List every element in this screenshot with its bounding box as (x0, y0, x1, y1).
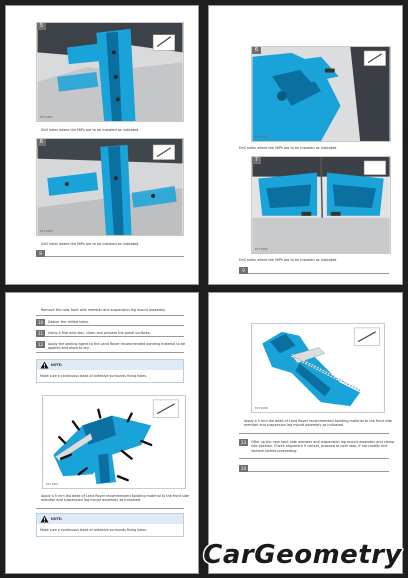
figure-6-caption: Drill holes where the MIPs are to be installed as indicated. (41, 242, 140, 246)
step-number: 12 (37, 342, 44, 347)
step-8 (36, 250, 184, 257)
intro-text: Remove the new front side member and suspension leg mount assembly. (41, 308, 166, 312)
divider (36, 508, 184, 509)
figure-number: 5 (37, 23, 46, 30)
figure-code: E271083 (40, 115, 53, 119)
figure-6b (251, 46, 391, 142)
step-12 (36, 341, 184, 353)
figure-7 (251, 156, 391, 254)
warning-triangle-icon (40, 515, 49, 523)
step-14 (239, 465, 389, 472)
note-box-1 (36, 359, 184, 383)
figure-number: 6 (37, 139, 46, 146)
note-box-2 (36, 513, 184, 537)
figure-assembly-caption: Apply a 5 mm dia bead of Land Rover recommended bonding material to the front side member and suspension leg mount assembly as indicated. (244, 419, 392, 428)
figure-number: 6 (252, 47, 261, 54)
figure-code: E271087 (46, 482, 59, 486)
figure-assembly (251, 323, 385, 413)
step-number: 11 (37, 331, 44, 336)
figure-5 (36, 22, 184, 122)
step-text: Deburr the drilled holes. (48, 320, 90, 324)
warning-triangle-icon (40, 361, 49, 369)
step-9 (239, 267, 389, 274)
figure-code: E271084 (40, 229, 53, 233)
manual-page-1 (5, 5, 199, 285)
figure-bonding-caption: Apply a 5 mm dia bead of Land Rover recommended bonding material to the front side member and suspension leg mount assembly as indicated. (41, 494, 189, 503)
step-number: 9 (239, 267, 248, 274)
figure-6-illustration (37, 139, 183, 235)
step-11 (36, 330, 184, 337)
figure-6b-illustration (252, 47, 390, 141)
note-header (37, 514, 183, 524)
figure-7-illustration (252, 157, 390, 253)
step-10 (36, 319, 184, 326)
note-label: NOTE: (51, 517, 63, 521)
manual-page-2 (208, 5, 403, 285)
note-text: Make sure a continuous bead of adhesive surrounds fixing holes. (40, 374, 147, 378)
figure-7-caption: Drill holes where the MIPs are to be installed as indicated. (239, 258, 338, 262)
step-text: Using a fine wire disc, clean and prepare the panel surfaces. (48, 331, 151, 335)
figure-6b-caption: Drill holes where the MIPs are to be installed as indicated. (239, 146, 338, 150)
step-number: 14 (240, 466, 247, 471)
watermark-logo: CarGeometry (203, 540, 402, 570)
note-label: NOTE: (51, 363, 63, 367)
manual-page-4 (208, 292, 403, 574)
step-text: Offer up the new front side member and suspension leg mount assembly and clamp into position. Check alignment if correct, proceed to next step, if not modify and recheck before proceeding. (251, 440, 395, 453)
figure-code: E271085 (255, 135, 268, 139)
manual-page-3 (5, 292, 199, 574)
step-text: Apply the sealing agent to the Land Rover recommended bonding material to be applied and allow to dry. (48, 342, 186, 351)
step-13 (239, 439, 395, 459)
figure-assembly-illustration (252, 324, 384, 412)
figure-6 (36, 138, 184, 236)
figure-bonding-illustration (43, 396, 185, 488)
figure-5-caption: Drill holes where the MIPs are to be installed as indicated. (41, 128, 140, 132)
note-text: Make sure a continuous bead of adhesive surrounds fixing holes. (40, 528, 147, 532)
divider (239, 433, 389, 434)
step-number: 13 (240, 440, 247, 445)
note-header (37, 360, 183, 370)
step-number: 8 (36, 250, 45, 257)
step-number: 10 (37, 320, 44, 325)
figure-bonding (42, 395, 186, 489)
divider (36, 315, 184, 316)
figure-number: 7 (252, 157, 261, 164)
figure-code: E271086 (255, 247, 268, 251)
figure-5-illustration (37, 23, 183, 121)
figure-code: E271088 (255, 406, 268, 410)
